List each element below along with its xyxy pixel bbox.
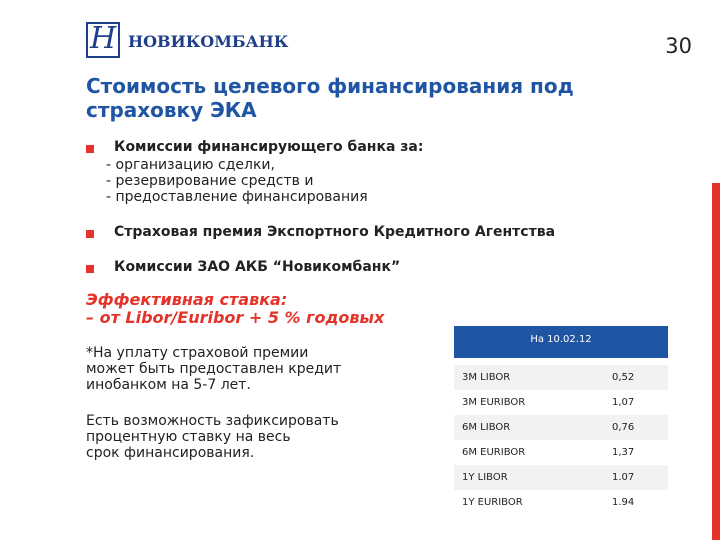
page-number: 30: [665, 34, 692, 58]
commission-sublist: [106, 157, 368, 205]
logo-monogram-icon: [86, 22, 120, 58]
bullet-square-icon: [86, 145, 94, 153]
table-row: [454, 490, 668, 515]
bullet-text: Комиссии финансирующего банка за:: [114, 139, 424, 155]
logo-text: НОВИКОМБАНК: [128, 32, 289, 51]
rate-value: 1.94: [612, 497, 635, 508]
rate-value: 0,76: [612, 422, 635, 433]
rate-name: 6M LIBOR: [462, 422, 511, 433]
rate-name: 3M LIBOR: [462, 372, 511, 383]
logo-monogram-glyph: Н: [90, 21, 117, 56]
rate-name: 3M EURIBOR: [462, 397, 526, 408]
rate-value: 0,52: [612, 372, 635, 383]
rate-value: 1.07: [612, 472, 635, 483]
bank-logo: [86, 21, 289, 62]
rates-table: [454, 326, 668, 515]
note-line: инобанком на 5-7 лет.: [86, 377, 251, 393]
table-row: [454, 390, 668, 415]
note-line: процентную ставку на весь: [86, 429, 291, 445]
table-row: [454, 465, 668, 490]
sub-item: - резервирование средств и: [106, 173, 314, 189]
bullet-square-icon: [86, 265, 94, 273]
sub-item: - организацию сделки,: [106, 157, 275, 173]
note-line: срок финансирования.: [86, 445, 255, 461]
bullet-text: Страховая премия Экспортного Кредитного Агентства: [114, 224, 556, 240]
insurance-credit-note: [86, 345, 341, 393]
rates-table-header: На 10.02.12: [454, 326, 668, 358]
note-line: *На уплату страховой премии: [86, 345, 309, 361]
rate-name: 1Y LIBOR: [462, 472, 508, 483]
slide-title: Стоимость целевого финансирования под страховку ЭКА: [86, 74, 574, 122]
table-row: [454, 415, 668, 440]
rate-value: 1,37: [612, 447, 635, 458]
note-line: может быть предоставлен кредит: [86, 361, 342, 377]
bullet-text: Комиссии ЗАО АКБ “Новикомбанк”: [114, 259, 401, 275]
rate-name: 1Y EURIBOR: [462, 497, 523, 508]
rate-value: 1,07: [612, 397, 635, 408]
bullet-square-icon: [86, 230, 94, 238]
accent-bar: [712, 183, 720, 540]
table-row: [454, 365, 668, 390]
table-row: [454, 440, 668, 465]
sub-item: - предоставление финансирования: [106, 189, 368, 205]
note-line: Есть возможность зафиксировать: [86, 413, 339, 429]
rate-name: 6M EURIBOR: [462, 447, 526, 458]
effective-rate-value: – от Libor/Euribor + 5 % годовых: [86, 308, 385, 327]
effective-rate: [86, 291, 384, 327]
effective-rate-label: Эффективная ставка:: [86, 290, 288, 309]
fixed-rate-note: [86, 413, 339, 461]
